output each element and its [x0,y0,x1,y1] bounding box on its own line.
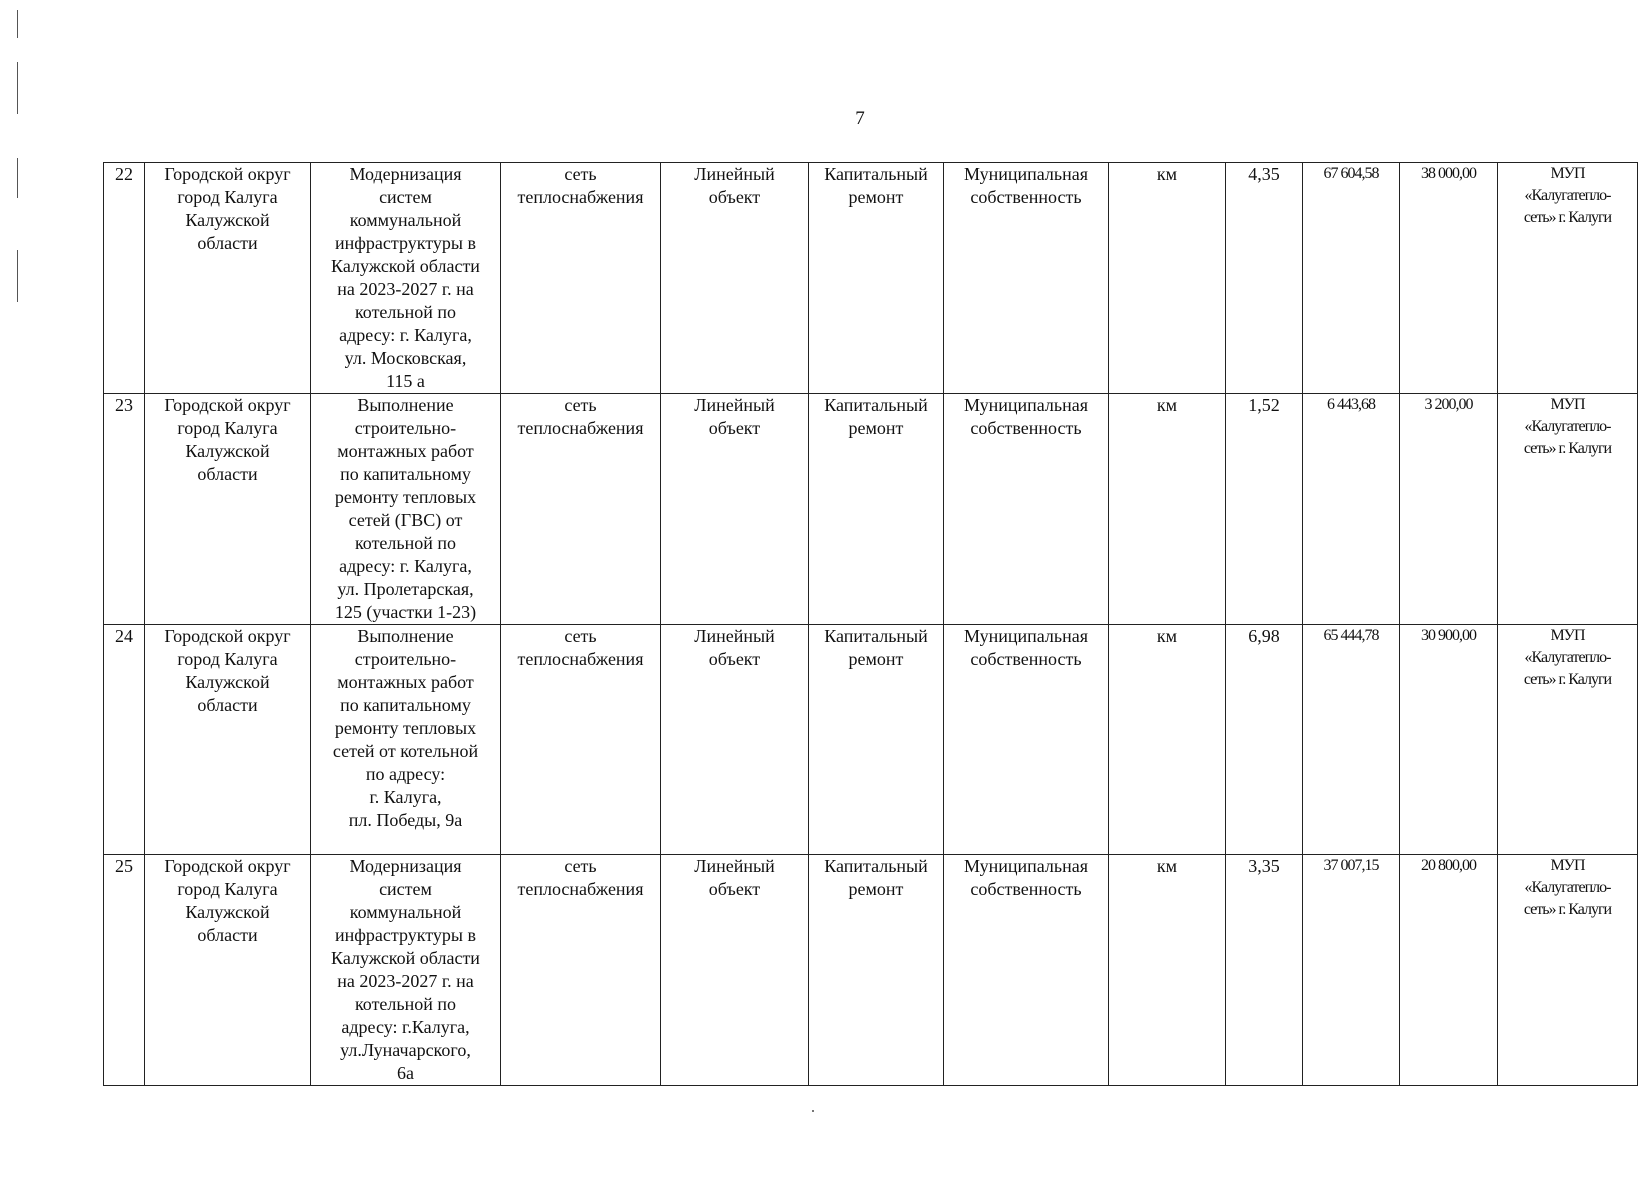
budget-cost-cell: 20 800,00 [1400,855,1498,1086]
organization-cell: МУП «Калугатепло- сеть» г. Калуги [1498,625,1638,855]
work-type-cell: Капитальный ремонт [809,625,944,855]
description-cell: Модернизация систем коммунальной инфраструктуры в Калужской области на 2023-2027 г. на котельной по адресу: г. Калуга, ул. Московская, 115 а [311,163,501,394]
organization-cell: МУП «Калугатепло- сеть» г. Калуги [1498,855,1638,1086]
object-type-cell: Линейный объект [661,163,809,394]
work-type-cell: Капитальный ремонт [809,394,944,625]
total-cost-cell: 37 007,15 [1303,855,1400,1086]
ownership-cell: Муниципальная собственность [944,163,1109,394]
length-cell: 1,52 [1226,394,1303,625]
territory-cell: Городской округ город Калуга Калужской области [145,855,311,1086]
ownership-cell: Муниципальная собственность [944,394,1109,625]
row-number-cell: 23 [104,394,145,625]
object-type-cell: Линейный объект [661,394,809,625]
scan-edge-mark-top [17,10,18,38]
network-type-cell: сеть теплоснабжения [501,855,661,1086]
page-number: 7 [855,108,865,129]
table-row [104,394,1638,625]
territory-cell: Городской округ город Калуга Калужской области [145,625,311,855]
scan-edge-mark-lower [17,250,18,302]
row-number-cell: 24 [104,625,145,855]
organization-cell: МУП «Калугатепло- сеть» г. Калуги [1498,163,1638,394]
territory-cell: Городской округ город Калуга Калужской области [145,163,311,394]
unit-cell: км [1109,855,1226,1086]
organization-cell: МУП «Калугатепло- сеть» г. Калуги [1498,394,1638,625]
description-cell: Выполнение строительно- монтажных работ по капитальному ремонту тепловых сетей (ГВС) от котельной по адресу: г. Калуга, ул. Пролетарская, 125 (участки 1-23) [311,394,501,625]
row-number-cell: 25 [104,855,145,1086]
total-cost-cell: 65 444,78 [1303,625,1400,855]
scan-edge-mark-middle [17,158,18,198]
length-cell: 6,98 [1226,625,1303,855]
unit-cell: км [1109,163,1226,394]
table-row [104,163,1638,394]
work-type-cell: Капитальный ремонт [809,163,944,394]
budget-cost-cell: 30 900,00 [1400,625,1498,855]
table-row [104,855,1638,1086]
ownership-cell: Муниципальная собственность [944,855,1109,1086]
description-cell: Модернизация систем коммунальной инфраструктуры в Калужской области на 2023-2027 г. на котельной по адресу: г.Калуга, ул.Луначарского, 6а [311,855,501,1086]
description-cell: Выполнение строительно- монтажных работ по капитальному ремонту тепловых сетей от котельной по адресу: г. Калуга, пл. Победы, 9а [311,625,501,855]
budget-cost-cell: 38 000,00 [1400,163,1498,394]
work-type-cell: Капитальный ремонт [809,855,944,1086]
object-type-cell: Линейный объект [661,625,809,855]
ownership-cell: Муниципальная собственность [944,625,1109,855]
works-table [103,162,1638,1086]
row-number-cell: 22 [104,163,145,394]
object-type-cell: Линейный объект [661,855,809,1086]
length-cell: 3,35 [1226,855,1303,1086]
unit-cell: км [1109,625,1226,855]
unit-cell: км [1109,394,1226,625]
total-cost-cell: 67 604,58 [1303,163,1400,394]
scan-edge-mark-upper [17,62,18,114]
length-cell: 4,35 [1226,163,1303,394]
network-type-cell: сеть теплоснабжения [501,163,661,394]
budget-cost-cell: 3 200,00 [1400,394,1498,625]
total-cost-cell: 6 443,68 [1303,394,1400,625]
scan-speck [812,1110,814,1112]
network-type-cell: сеть теплоснабжения [501,394,661,625]
territory-cell: Городской округ город Калуга Калужской области [145,394,311,625]
network-type-cell: сеть теплоснабжения [501,625,661,855]
table-row [104,625,1638,855]
